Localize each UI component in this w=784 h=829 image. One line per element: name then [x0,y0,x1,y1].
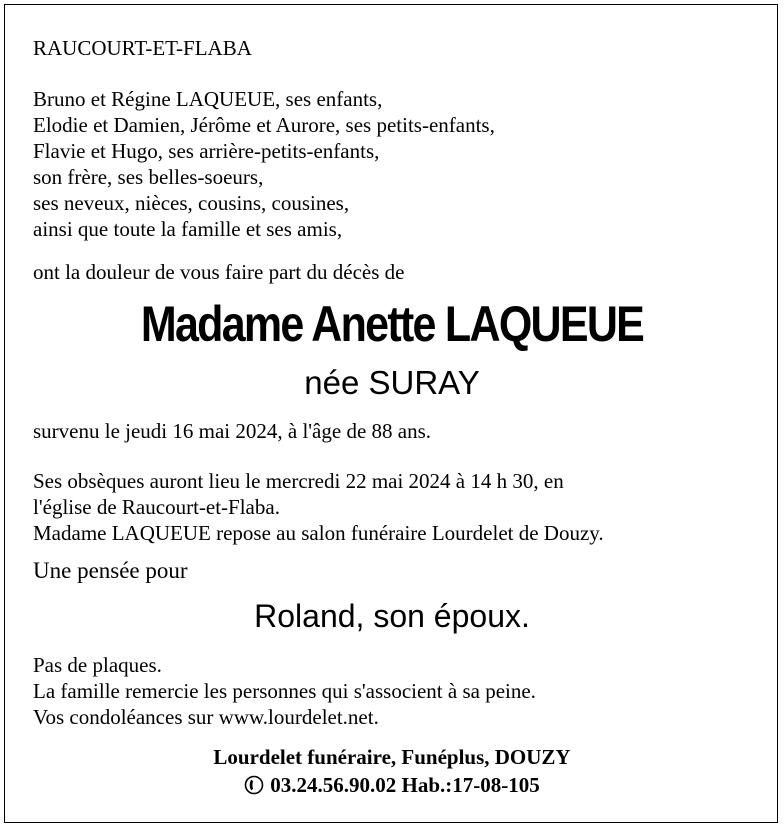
deceased-name: Madame Anette LAQUEUE [140,296,644,352]
closing-line: Vos condoléances sur www.lourdelet.net. [33,705,379,729]
closing-info [33,652,536,730]
family-line: ainsi que toute la famille et ses amis, [33,217,343,241]
family-line: Elodie et Damien, Jérôme et Aurore, ses petits-enfants, [33,113,495,137]
funeral-company: Lourdelet funéraire, Funéplus, DOUZY [213,745,571,769]
family-line: son frère, ses belles-soeurs, [33,165,264,189]
thought-intro: Une pensée pour [33,558,188,583]
family-list [33,86,495,242]
contact-line [0,772,784,798]
maiden-name: née SURAY [304,364,480,401]
town-heading: RAUCOURT-ET-FLABA [33,36,252,60]
funeral-line: Madame LAQUEUE repose au salon funéraire Lourdelet de Douzy. [33,521,604,545]
funeral-line: Ses obsèques auront lieu le mercredi 22 mai 2024 à 14 h 30, en [33,469,564,493]
announcement-text: ont la douleur de vous faire part du décès de [33,260,405,284]
contact-text: 03.24.56.90.02 Hab.:17-08-105 [270,773,540,797]
telephone-icon [244,775,264,795]
family-line: Bruno et Régine LAQUEUE, ses enfants, [33,87,383,111]
spouse-name: Roland, son époux. [254,598,530,634]
death-info: survenu le jeudi 16 mai 2024, à l'âge de 88 ans. [33,419,432,443]
funeral-info [33,468,604,546]
family-line: Flavie et Hugo, ses arrière-petits-enfants, [33,139,380,163]
funeral-line: l'église de Raucourt-et-Flaba. [33,495,280,519]
family-line: ses neveux, nièces, cousins, cousines, [33,191,350,215]
closing-line: Pas de plaques. [33,653,162,677]
closing-line: La famille remercie les personnes qui s'associent à sa peine. [33,679,536,703]
